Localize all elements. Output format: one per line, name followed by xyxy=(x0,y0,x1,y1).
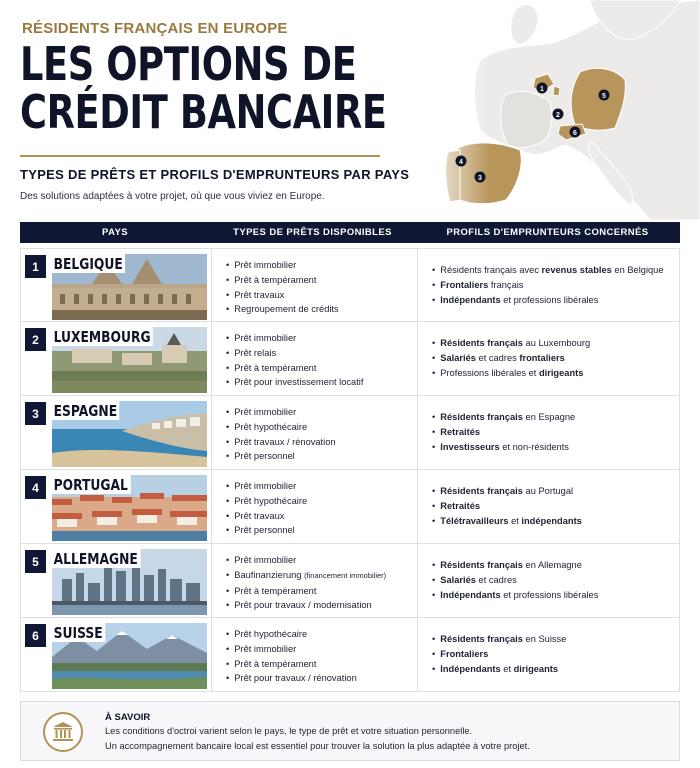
map-marker-3 xyxy=(475,172,486,183)
list-item: • Prêt immobilier xyxy=(226,553,417,568)
country-cell xyxy=(21,396,211,469)
list-item: • Résidents français avec revenus stables en Belgique xyxy=(432,263,679,278)
map-marker-1 xyxy=(537,83,548,94)
map-marker-4 xyxy=(456,156,467,167)
list-item: • Prêt pour investissement locatif xyxy=(226,375,417,390)
table-row xyxy=(20,322,680,396)
svg-text:4: 4 xyxy=(459,159,463,166)
country-cell xyxy=(21,544,211,617)
list-item: • Prêt pour travaux / modernisation xyxy=(226,598,417,613)
kicker: RÉSIDENTS FRANÇAIS EN EUROPE xyxy=(22,20,288,37)
map-marker-6 xyxy=(570,127,581,138)
list-item: • Prêt relais xyxy=(226,346,417,361)
svg-text:3: 3 xyxy=(478,175,482,182)
list-item: • Frontaliers français xyxy=(432,278,679,293)
loan-list xyxy=(211,470,418,543)
list-item: • Prêt à tempérament xyxy=(226,273,417,288)
title-divider xyxy=(20,155,380,157)
info-box xyxy=(20,701,680,761)
list-item: • Baufinanzierung (financement immobilier) xyxy=(226,568,417,584)
column-header-loans: TYPES DE PRÊTS DISPONIBLES xyxy=(233,227,392,238)
list-item: • Prêt à tempérament xyxy=(226,657,417,672)
table-row xyxy=(20,618,680,692)
country-name: BELGIQUE xyxy=(52,254,125,273)
country-name: ALLEMAGNE xyxy=(52,549,140,568)
table-header xyxy=(20,222,680,243)
list-item: • Salariés et cadres frontaliers xyxy=(432,351,679,366)
list-item: • Professions libérales et dirigeants xyxy=(432,366,679,381)
country-table xyxy=(20,248,680,692)
list-item: • Prêt travaux xyxy=(226,509,417,524)
info-text-1: Les conditions d'octroi varient selon le pays, le type de prêt et votre situation personnelle. xyxy=(105,726,473,736)
list-item: • Résidents français au Portugal xyxy=(432,484,679,499)
bank-icon xyxy=(43,712,83,752)
list-item: • Résidents français en Espagne xyxy=(432,410,679,425)
row-number: 1 xyxy=(25,255,46,278)
list-item: • Indépendants et professions libérales xyxy=(432,588,679,603)
info-text-2: Un accompagnement bancaire local est essentiel pour trouver la solution la plus adaptée à votre projet. xyxy=(105,741,530,751)
list-item: • Salariés et cadres xyxy=(432,573,679,588)
country-cell xyxy=(21,322,211,395)
list-item: • Prêt à tempérament xyxy=(226,584,417,599)
list-item: • Prêt immobilier xyxy=(226,331,417,346)
list-item: • Prêt immobilier xyxy=(226,642,417,657)
list-item: • Prêt travaux / rénovation xyxy=(226,435,417,450)
country-cell xyxy=(21,470,211,543)
profile-list xyxy=(418,322,679,395)
profile-list xyxy=(418,618,679,691)
profile-list xyxy=(418,470,679,543)
list-item: • Prêt hypothécaire xyxy=(226,627,417,642)
table-row xyxy=(20,544,680,618)
list-item: • Regroupement de crédits xyxy=(226,302,417,317)
row-number: 4 xyxy=(25,476,46,499)
list-item: • Prêt travaux xyxy=(226,288,417,303)
list-item: • Prêt hypothécaire xyxy=(226,420,417,435)
list-item: • Prêt à tempérament xyxy=(226,361,417,376)
column-header-country: PAYS xyxy=(102,227,128,238)
list-item: • Résidents français en Allemagne xyxy=(432,558,679,573)
svg-text:5: 5 xyxy=(602,93,606,100)
list-item: • Prêt hypothécaire xyxy=(226,494,417,509)
table-row xyxy=(20,248,680,322)
loan-list xyxy=(211,544,418,617)
map-marker-5 xyxy=(599,90,610,101)
title-line-2: CRÉDIT BANCAIRE xyxy=(20,85,387,139)
list-item: • Retraités xyxy=(432,499,679,514)
profile-list xyxy=(418,249,679,321)
list-item: • Télétravailleurs et indépendants xyxy=(432,514,679,529)
list-item: • Investisseurs et non-résidents xyxy=(432,440,679,455)
table-row xyxy=(20,396,680,470)
list-item: • Indépendants et professions libérales xyxy=(432,293,679,308)
description: Des solutions adaptées à votre projet, où que vous viviez en Europe. xyxy=(20,191,325,202)
title-line-1: LES OPTIONS DE xyxy=(20,37,357,91)
country-name: LUXEMBOURG xyxy=(52,327,153,346)
list-item: • Prêt immobilier xyxy=(226,258,417,273)
list-item: • Prêt personnel xyxy=(226,449,417,464)
page-title xyxy=(20,37,387,139)
row-number: 6 xyxy=(25,624,46,647)
country-name: SUISSE xyxy=(52,623,105,642)
country-cell xyxy=(21,249,211,321)
list-item: • Indépendants et dirigeants xyxy=(432,662,679,677)
list-item: • Prêt pour travaux / rénovation xyxy=(226,671,417,686)
list-item: • Résidents français en Suisse xyxy=(432,632,679,647)
loan-list xyxy=(211,322,418,395)
row-number: 3 xyxy=(25,402,46,425)
column-header-profiles: PROFILS D'EMPRUNTEURS CONCERNÉS xyxy=(446,227,649,238)
profile-list xyxy=(418,396,679,469)
info-heading: À SAVOIR xyxy=(105,712,151,723)
profile-list xyxy=(418,544,679,617)
row-number: 2 xyxy=(25,328,46,351)
list-item: • Prêt immobilier xyxy=(226,479,417,494)
list-item: • Prêt personnel xyxy=(226,523,417,538)
map-marker-2 xyxy=(553,109,564,120)
svg-text:2: 2 xyxy=(556,112,560,119)
row-number: 5 xyxy=(25,550,46,573)
list-item: • Prêt immobilier xyxy=(226,405,417,420)
europe-map xyxy=(420,0,700,220)
loan-list xyxy=(211,396,418,469)
country-cell xyxy=(21,618,211,691)
list-item: • Frontaliers xyxy=(432,647,679,662)
country-name: ESPAGNE xyxy=(52,401,120,420)
svg-text:6: 6 xyxy=(573,130,577,137)
table-row xyxy=(20,470,680,544)
loan-list xyxy=(211,249,418,321)
svg-text:1: 1 xyxy=(540,86,544,93)
list-item: • Retraités xyxy=(432,425,679,440)
list-item: • Résidents français au Luxembourg xyxy=(432,336,679,351)
country-name: PORTUGAL xyxy=(52,475,130,494)
subtitle: TYPES DE PRÊTS ET PROFILS D'EMPRUNTEURS PAR PAYS xyxy=(20,167,410,182)
loan-list xyxy=(211,618,418,691)
